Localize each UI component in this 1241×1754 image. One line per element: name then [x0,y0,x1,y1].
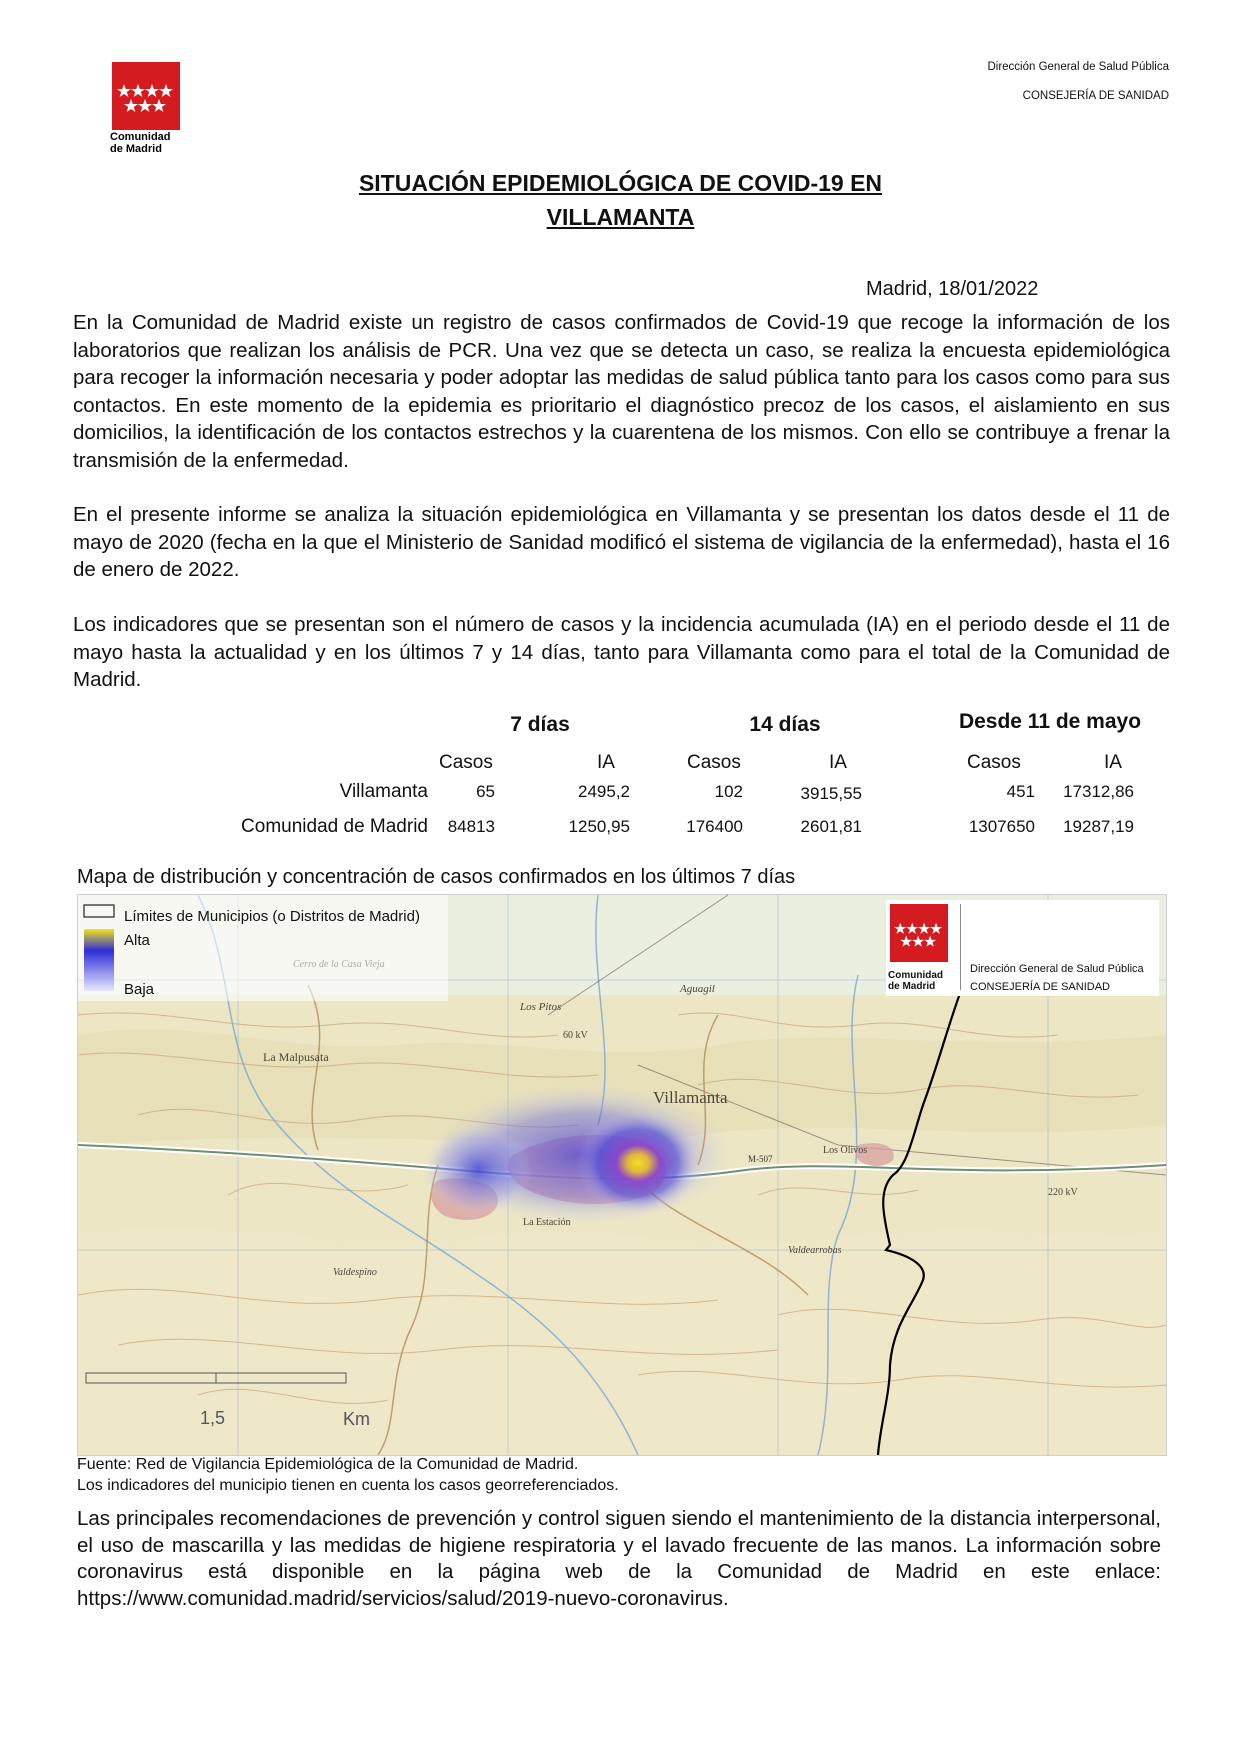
stars-icon [112,62,180,130]
legend-high: Alta [124,932,150,949]
label-60kv: 60 kV [563,1030,588,1041]
document-title-line2: VILLAMANTA [546,204,695,230]
cell-ia-all: 19287,19 [1063,817,1134,836]
legend-boundary: Límites de Municipios (o Distritos de Madrid) [124,908,420,925]
cell-casos-all: 451 [1006,782,1035,801]
col-casos-all: Casos [967,752,1021,773]
map-logo-divider [960,904,961,990]
group-14-days: 14 días [749,713,821,736]
label-valdearrobas: Valdearrobas [788,1245,842,1256]
indicators-paragraph: Los indicadores que se presentan son el número de casos y la incidencia acumulada (IA) en el periodo desde el 11 de mayo hasta la actualidad y en los últimos 7 y 14 días, tanto para Villamanta como para el total de la Comunidad de Madrid. [73,613,1170,691]
label-pitos: Los Pitos [520,1001,562,1013]
label-aguagil: Aguagil [680,983,715,995]
map-comunidad-logo [890,904,948,962]
cell-casos-14: 176400 [686,817,743,836]
row-label: Comunidad de Madrid [241,816,428,837]
scale-unit: Km [343,1409,370,1429]
scope-paragraph: En el presente informe se analiza la situación epidemiológica en Villamanta y se presentan los datos desde el 11 de mayo de 2020 (fecha en la que el Ministerio de Sanidad modificó el sistema de vigilancia de la enfermedad), hasta el 16 de enero de 2022. [73,503,1170,581]
document-title-line1: SITUACIÓN EPIDEMIOLÓGICA DE COVID-19 EN [358,170,883,196]
map-caption: Mapa de distribución y concentración de casos confirmados en los últimos 7 días [77,866,796,888]
scale-value: 1,5 [200,1408,226,1428]
label-m507: M-507 [748,1154,773,1164]
cell-casos-all: 1307650 [968,817,1035,836]
col-casos-14: Casos [687,752,741,773]
cell-casos-7: 65 [476,782,495,801]
col-ia-7: IA [597,752,615,773]
cell-ia-14: 3915,55 [800,784,862,803]
map-org-department: CONSEJERÍA DE SANIDAD [970,981,1110,993]
col-ia-all: IA [1104,752,1122,773]
col-ia-14: IA [829,752,847,773]
intro-paragraph: En la Comunidad de Madrid existe un registro de casos confirmados de Covid-19 que recoge la información de los laboratorios que realizan los análisis de PCR. Una vez que se detecta un caso, se realiza la encuesta epidemiológica para recoger la información necesaria y poder adoptar las medidas de salud pública tanto para los casos como para sus contactos. En este momento de la epidemia es prioritario el diagnóstico precoz de los casos, el aislamiento en sus domicilios, la identificación de los contactos estrechos y la cuarentena de los mismos. Con ello se contribuye a frenar la transmisión de la enfermedad. [73,311,1170,472]
org-department: CONSEJERÍA DE SANIDAD [1022,90,1169,102]
source-line: Fuente: Red de Vigilancia Epidemiológica de la Comunidad de Madrid. [77,1456,579,1473]
label-malpusata: La Malpusata [263,1050,329,1064]
row-label: Villamanta [339,781,428,802]
map-org-name: Dirección General de Salud Pública [970,963,1144,975]
document-date: Madrid, 18/01/2022 [866,278,1039,300]
source-note: Los indicadores del municipio tienen en cuenta los casos georreferenciados. [77,1477,619,1494]
density-legend-swatch [84,929,114,991]
legend-low: Baja [124,981,155,998]
cell-casos-14: 102 [714,782,743,801]
cell-ia-7: 2495,2 [578,782,630,801]
logo-text: Comunidad de Madrid [110,131,171,155]
comunidad-madrid-logo [112,62,180,130]
label-olivos: Los Olivos [823,1145,868,1156]
group-7-days: 7 días [510,713,570,736]
cell-ia-all: 17312,86 [1063,782,1134,801]
stars-icon [890,904,948,962]
recommendations-paragraph: Las principales recomendaciones de prevención y control siguen siendo el mantenimiento de la distancia interpersonal, el uso de mascarilla y las medidas de higiene respiratoria y el lavado frecuente de las manos. La información sobre coronavirus está disponible en la página web de la Comunidad de Madrid en este enlace: https://www.comunidad.madrid/servicios/salud/2019-nuevo-coronavirus. [77,1507,1161,1610]
group-since-may: Desde 11 de mayo [958,710,1142,733]
cell-ia-7: 1250,95 [568,817,630,836]
col-casos-7: Casos [439,752,493,773]
org-name: Dirección General de Salud Pública [987,61,1169,73]
label-220kv: 220 kV [1048,1187,1078,1198]
label-valdespino: Valdespino [333,1267,377,1278]
map-logo-text: Comunidad de Madrid [888,970,943,992]
cell-casos-7: 84813 [447,817,495,836]
label-estacion: La Estación [523,1217,571,1228]
label-villamanta: Villamanta [653,1088,728,1107]
cell-ia-14: 2601,81 [800,817,862,836]
